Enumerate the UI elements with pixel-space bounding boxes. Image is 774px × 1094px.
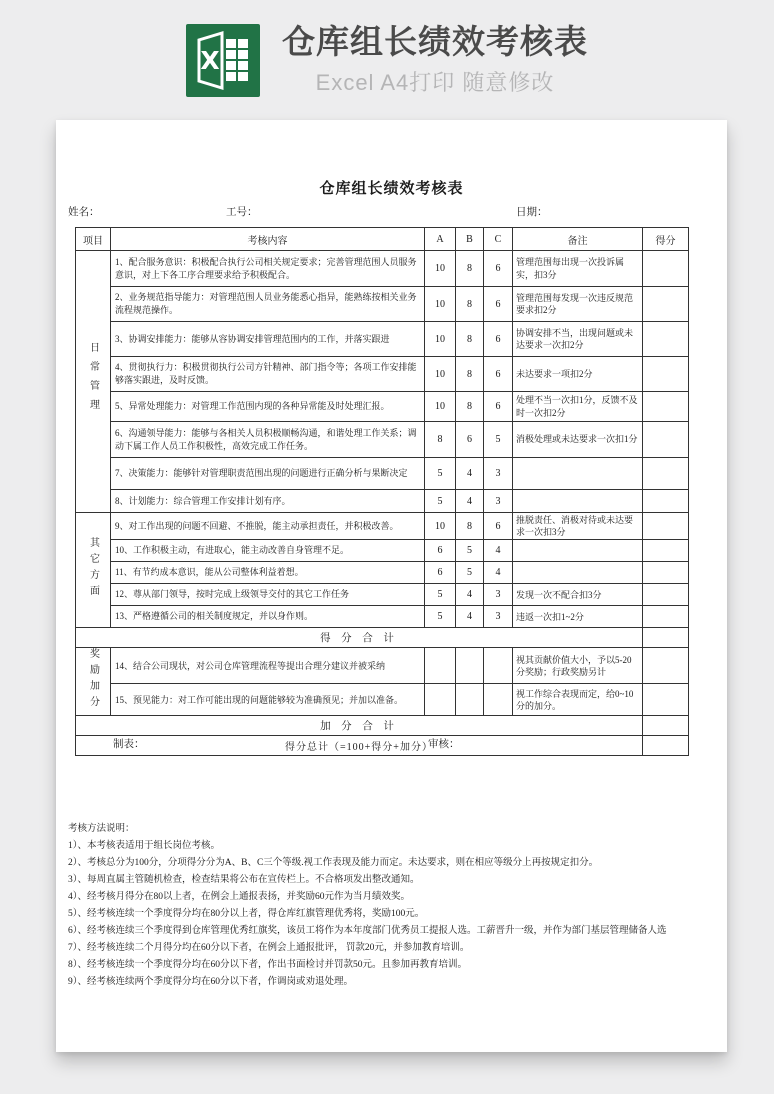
table-row: [76, 606, 689, 628]
grade-c-cell: [484, 648, 513, 684]
score-cell: [643, 562, 689, 584]
table-head: [76, 228, 689, 251]
grade-b-cell: 6: [456, 422, 484, 458]
grade-b-cell: 4: [456, 606, 484, 628]
score-cell: [643, 251, 689, 287]
table-row: [76, 584, 689, 606]
employee-id-label: 工号：: [226, 207, 258, 218]
table-row: [76, 458, 689, 490]
table-row: [76, 684, 689, 716]
total-label-cell: 得分总计（=100+得分+加分）: [76, 736, 643, 756]
score-cell: [643, 392, 689, 422]
group-label: 日常管理: [87, 342, 99, 418]
remark-cell: [513, 562, 643, 584]
criteria-cell: 11、有节约成本意识，能从公司整体利益着想。: [111, 562, 425, 584]
grade-b-cell: 8: [456, 392, 484, 422]
criteria-cell: 4、贯彻执行力：积极贯彻执行公司方针精神、部门指令等；各项工作安排能够落实跟进，及时反馈。: [111, 357, 425, 392]
remark-cell: 视工作综合表现而定，给0~10分的加分。: [513, 684, 643, 716]
grade-a-cell: [425, 684, 456, 716]
grade-c-cell: 4: [484, 562, 513, 584]
table-row: [76, 562, 689, 584]
grade-a-cell: 10: [425, 251, 456, 287]
score-cell: [643, 490, 689, 513]
note-item: 3）、每周直属主管随机检查，检查结果将公布在宣传栏上。不合格项发出整改通知。: [68, 875, 420, 885]
grade-a-cell: 6: [425, 540, 456, 562]
remark-cell: [513, 458, 643, 490]
table-row: [76, 422, 689, 458]
table-row: [76, 287, 689, 322]
grade-a-cell: 8: [425, 422, 456, 458]
column-header: C: [484, 228, 513, 251]
doc-title: 仓库组长绩效考核表: [319, 181, 464, 197]
grade-c-cell: 3: [484, 490, 513, 513]
table-row: [76, 648, 689, 684]
grade-c-cell: 4: [484, 540, 513, 562]
grade-b-cell: [456, 684, 484, 716]
column-header: 得分: [643, 228, 689, 251]
grade-a-cell: 10: [425, 322, 456, 357]
remark-cell: 发现一次不配合扣3分: [513, 584, 643, 606]
table-row: [76, 357, 689, 392]
date-label: 日期：: [516, 207, 548, 218]
grade-a-cell: 5: [425, 606, 456, 628]
group-label-cell: [76, 648, 111, 716]
criteria-cell: 2、业务规范指导能力：对管理范围人员业务能悉心指异，能熟练按相关业务流程规范操作。: [111, 287, 425, 322]
score-cell: [643, 584, 689, 606]
excel-icon: [186, 24, 260, 97]
grade-b-cell: 5: [456, 540, 484, 562]
grade-b-cell: 8: [456, 322, 484, 357]
grade-c-cell: 3: [484, 458, 513, 490]
grade-a-cell: 10: [425, 357, 456, 392]
subtotal-row: [76, 628, 689, 648]
notes-section: [68, 821, 727, 991]
score-cell: [643, 606, 689, 628]
criteria-cell: 12、尊从部门领导，按时完成上级领导交付的其它工作任务: [111, 584, 425, 606]
grade-a-cell: 10: [425, 513, 456, 540]
remark-cell: 管理范围每发现一次违反规范要求扣2分: [513, 287, 643, 322]
score-cell: [643, 322, 689, 357]
criteria-cell: 9、对工作出现的问题不回避、不推脱，能主动承担责任，并积极改善。: [111, 513, 425, 540]
column-header: 考核内容: [111, 228, 425, 251]
score-cell: [643, 422, 689, 458]
grade-b-cell: 8: [456, 357, 484, 392]
criteria-cell: 13、严格遵循公司的相关制度规定，并以身作则。: [111, 606, 425, 628]
brand-header: [0, 24, 774, 97]
remark-cell: 协调安排不当，出现问题或未达要求一次扣2分: [513, 322, 643, 357]
criteria-cell: 3、协调安排能力：能够从容协调安排管理范围内的工作，并落实跟进: [111, 322, 425, 357]
bonus-subtotal-row: [76, 716, 689, 736]
remark-cell: 管理范围每出现一次投诉属实，扣3分: [513, 251, 643, 287]
remark-cell: [513, 540, 643, 562]
criteria-cell: 1、配合服务意识：积极配合执行公司相关规定要求；完善管理范围人员服务意识，对上下各工序合理要求给予积极配合。: [111, 251, 425, 287]
remark-cell: 推脱责任、消极对待或未达要求一次扣3分: [513, 513, 643, 540]
score-cell: [643, 458, 689, 490]
group-label-cell: [76, 513, 111, 628]
remark-cell: 消极处理或未达要求一次扣1分: [513, 422, 643, 458]
criteria-cell: 7、决策能力：能够针对管理职责范围出现的问题进行正确分析与果断决定: [111, 458, 425, 490]
score-cell: [643, 540, 689, 562]
note-item: 6）、经考核连续三个季度得到仓库管理优秀红旗奖，该员工将作为本年度部门优秀员工提报人选。工薪晋升一级，并作为部门基层管理储备人选: [68, 926, 667, 936]
grade-a-cell: [425, 648, 456, 684]
document-page: [56, 120, 727, 1052]
grade-c-cell: 6: [484, 357, 513, 392]
criteria-cell: 15、预见能力：对工作可能出现的问题能够较为准确预见；并加以准备。: [111, 684, 425, 716]
table-body: [76, 251, 689, 756]
grade-c-cell: 6: [484, 287, 513, 322]
criteria-cell: 5、异常处理能力：对管理工作范围内现的各种异常能及时处理汇报。: [111, 392, 425, 422]
grade-c-cell: 6: [484, 513, 513, 540]
score-cell: [643, 648, 689, 684]
remark-cell: 视其贡献价值大小，予以5-20分奖励；行政奖励另计: [513, 648, 643, 684]
table-row: [76, 490, 689, 513]
grade-a-cell: 10: [425, 287, 456, 322]
table-row: [76, 540, 689, 562]
group-label: 其它方面: [87, 536, 99, 601]
score-cell: [643, 716, 689, 736]
header-subtitle: Excel A4打印 随意修改: [315, 69, 555, 95]
grade-a-cell: 5: [425, 458, 456, 490]
grade-c-cell: 3: [484, 584, 513, 606]
score-cell: [643, 513, 689, 540]
note-item: 7）、经考核连续二个月得分均在60分以下者，在例会上通报批评， 罚款20元，并参加教育培训。: [68, 943, 470, 953]
note-item: 5）、经考核连续一个季度得分均在80分以上者，得仓库红旗管理优秀将，奖励100元。: [68, 909, 425, 919]
name-label: 姓名：: [68, 207, 100, 218]
grade-b-cell: 8: [456, 513, 484, 540]
grade-a-cell: 5: [425, 584, 456, 606]
grade-c-cell: 5: [484, 422, 513, 458]
total-label-cell: 得 分 合 计: [76, 628, 643, 648]
score-cell: [643, 736, 689, 756]
remark-cell: 违返一次扣1~2分: [513, 606, 643, 628]
criteria-cell: 10、工作积极主动，有进取心，能主动改善自身管理不足。: [111, 540, 425, 562]
grade-c-cell: [484, 684, 513, 716]
notes-title: 考核方法说明：: [68, 824, 135, 834]
grade-c-cell: 6: [484, 392, 513, 422]
note-item: 2）、考核总分为100分，分项得分分为A、B、C三个等级.视工作表现及能力而定。未达要求，则在相应等级分上再按规定扣分。: [68, 858, 599, 868]
table-row: [76, 392, 689, 422]
grade-c-cell: 3: [484, 606, 513, 628]
grade-c-cell: 6: [484, 322, 513, 357]
remark-cell: 未达要求一项扣2分: [513, 357, 643, 392]
grade-b-cell: 5: [456, 562, 484, 584]
grade-b-cell: 8: [456, 251, 484, 287]
note-item: 4）、经考核月得分在80以上者，在例会上通报表扬，并奖励60元作为当月绩效奖。: [68, 892, 411, 902]
remark-cell: [513, 490, 643, 513]
grade-c-cell: 6: [484, 251, 513, 287]
criteria-cell: 6、沟通领导能力：能够与各相关人员积极顺畅沟通，和谐处理工作关系；调动下属工作人员工作积极性，高效完成工作任务。: [111, 422, 425, 458]
score-cell: [643, 684, 689, 716]
table-row: [76, 513, 689, 540]
grade-b-cell: 8: [456, 287, 484, 322]
column-header: A: [425, 228, 456, 251]
score-cell: [643, 628, 689, 648]
group-label-cell: [76, 251, 111, 513]
column-header: 项目: [76, 228, 111, 251]
column-header: B: [456, 228, 484, 251]
criteria-cell: 14、结合公司现状，对公司仓库管理流程等提出合理分建议并被采纳: [111, 648, 425, 684]
grade-b-cell: [456, 648, 484, 684]
group-label: 奖励加分: [87, 648, 99, 713]
appraisal-table: [75, 227, 689, 756]
note-item: 8）、经考核连续一个季度得分均在60分以下者，作出书面检讨并罚款50元。且参加再教育培训。: [68, 960, 468, 970]
header-row: [76, 228, 689, 251]
remark-cell: 处理不当一次扣1分，反馈不及时一次扣2分: [513, 392, 643, 422]
score-cell: [643, 287, 689, 322]
column-header: 备注: [513, 228, 643, 251]
table-row: [76, 322, 689, 357]
grand-total-row: [76, 736, 689, 756]
grade-a-cell: 5: [425, 490, 456, 513]
total-label-cell: 加 分 合 计: [76, 716, 643, 736]
grade-a-cell: 10: [425, 392, 456, 422]
note-item: 9）、经考核连续两个季度得分均在60分以下者，作调岗或劝退处理。: [68, 977, 354, 987]
table-row: [76, 251, 689, 287]
svg-text:X: X: [200, 46, 220, 75]
criteria-cell: 8、计划能力：综合管理工作安排计划有序。: [111, 490, 425, 513]
grade-b-cell: 4: [456, 584, 484, 606]
reviewed-by-label: 审核：: [428, 739, 460, 750]
prepared-by-label: 制表：: [113, 739, 145, 750]
header-title: 仓库组长绩效考核表: [282, 23, 588, 61]
grade-b-cell: 4: [456, 458, 484, 490]
grade-b-cell: 4: [456, 490, 484, 513]
grade-a-cell: 6: [425, 562, 456, 584]
score-cell: [643, 357, 689, 392]
note-item: 1）、本考核表适用于组长岗位考核。: [68, 841, 221, 851]
